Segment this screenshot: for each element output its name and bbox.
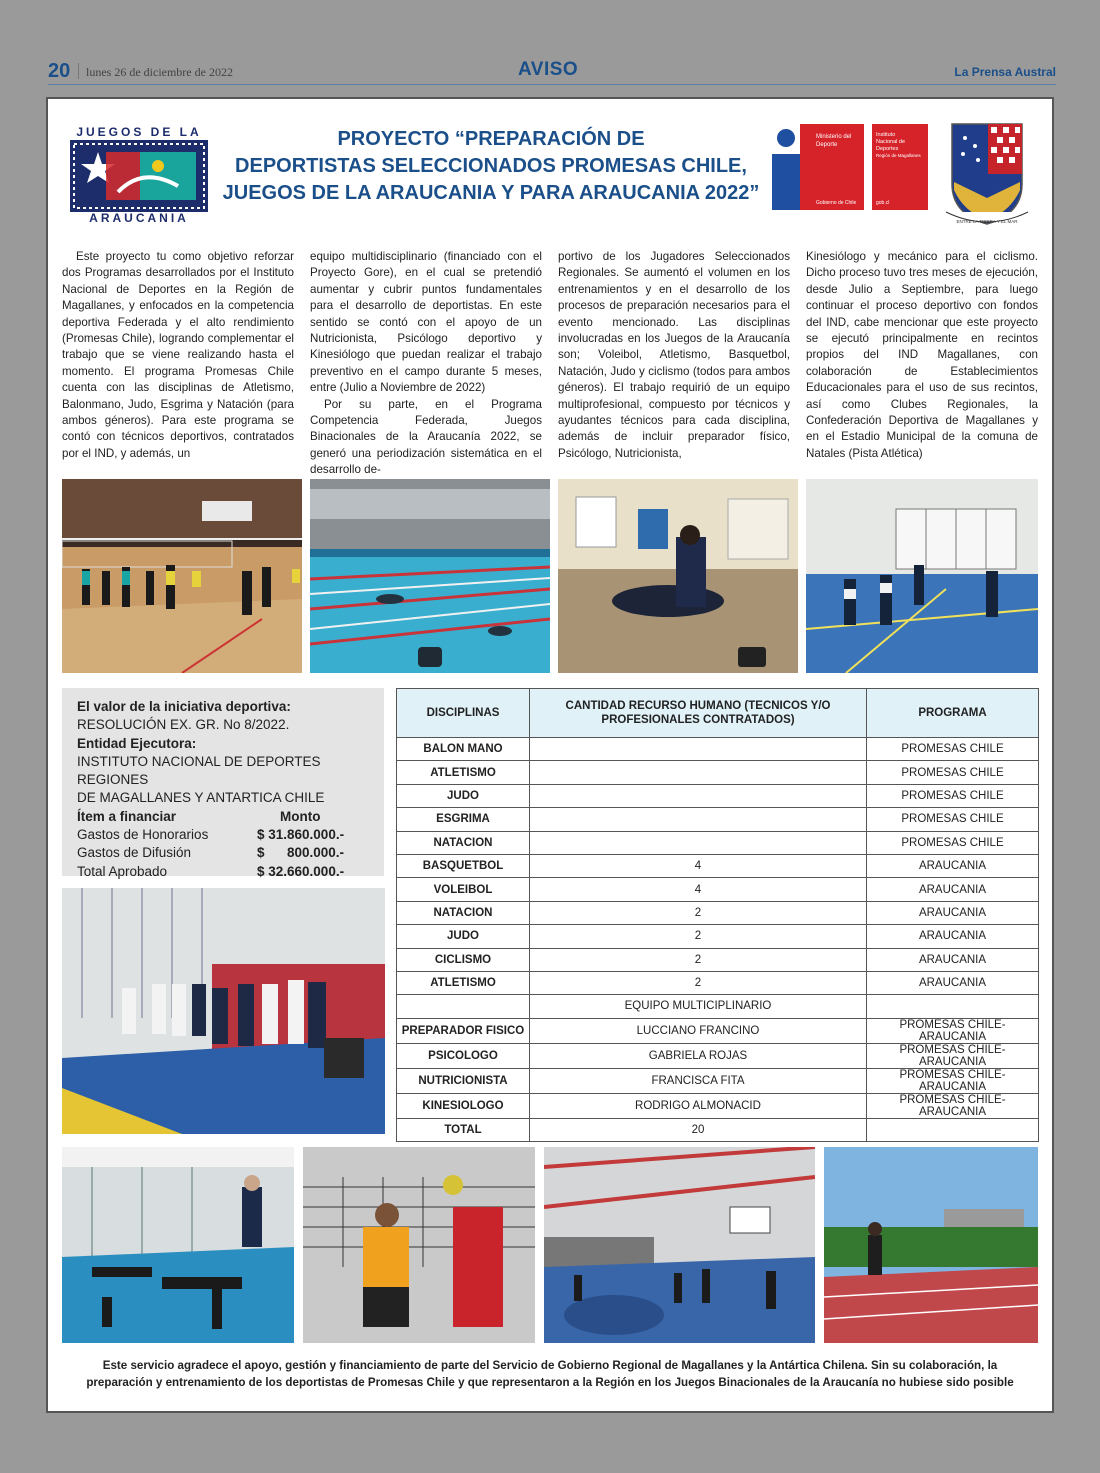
photo-judo-team — [62, 888, 385, 1134]
svg-text:Instituto: Instituto — [876, 132, 896, 138]
svg-text:Nacional de: Nacional de — [876, 139, 906, 145]
page-number: 20 — [48, 60, 71, 82]
funding-info-box — [62, 688, 384, 879]
juegos-araucania-logo — [58, 106, 220, 226]
svg-text:Región de Magallanes: Región de Magallanes — [876, 153, 921, 158]
col-header-programa: PROGRAMA — [867, 689, 1039, 738]
table-row: EQUIPO MULTICIPLINARIO — [397, 995, 1039, 1018]
resolution-text: RESOLUCIÓN EX. GR. No 8/2022. — [77, 717, 290, 733]
svg-text:Gobierno de Chile: Gobierno de Chile — [816, 200, 857, 206]
acknowledgement-footer — [62, 1357, 1038, 1391]
entity-line-2: DE MAGALLANES Y ANTARTICA CHILE — [77, 790, 325, 806]
col-header-disciplinas: DISCIPLINAS — [397, 689, 530, 738]
page-date: lunes 26 de diciembre de 2022 — [86, 65, 233, 79]
table-row: PREPARADOR FISICO LUCCIANO FRANCINO PROMESAS CHILE-ARAUCANIA — [397, 1018, 1039, 1043]
header-separator — [78, 63, 79, 79]
logo-top-text: JUEGOS DE LA — [76, 125, 202, 139]
table-row: NATACION 2 ARAUCANIA — [397, 901, 1039, 924]
text-column-2: equipo multidisciplinario (financiado con el Proyecto Gore), en el cual se pretendió aumentar y cubrir puntos fundamentales para el desarrollo de deportistas. En este sentido se contó con el apoyo de un Nutricionista, Psicólogo deportivo y Kinesiólogo que puedan realizar el trabajo preventivo en el campo durante 5 meses, entre (Julio a Noviembre de 2022) Por su parte, en el Programa Competencia Federada, Juegos Binacionales de la Araucanía 2022, se generó una periodización sistemática en el desarrollo de- — [310, 250, 542, 477]
table-row: ATLETISMO PROMESAS CHILE — [397, 761, 1039, 784]
text-column-4: Kinesiólogo y mecánico para el ciclismo. Dicho proceso tuvo tres meses de ejecución, desde Julio a Septiembre, para luego continuar el proceso deportivo con fondos del IND, cabe mencionar que este proyecto se ejecutó principalmente en recintos propios del IND Magallanes, con colaboración de Establecimientos Educacionales para el uso de sus recintos, así como Clubes Regionales, la Confederación Deportiva de Magallanes y en el Estadio Municipal de la comuna de Natales (Pista Atlética) — [806, 250, 1038, 460]
table-row: JUDO PROMESAS CHILE — [397, 784, 1039, 807]
ministerio-logo — [772, 124, 864, 210]
entity-line-1: INSTITUTO NACIONAL DE DEPORTES REGIONES — [77, 753, 321, 788]
section-title: AVISO — [518, 59, 579, 80]
table-row: KINESIOLOGO RODRIGO ALMONACID PROMESAS CHILE-ARAUCANIA — [397, 1093, 1039, 1118]
text-column-3: portivo de los Jugadores Seleccionados Regionales. Se aumentó el volumen en los entrenamientos y en el desarrollo de los procesos de preparación necesarios para el evento mencionado. Las disciplinas involucradas en los Juegos de la Araucanía son; Voleibol, Atletismo, Basquetbol, Natación, Judo y ciclismo (todos para ambos géneros). El trabajo requirió de un equipo multiprofesional, compuesto por técnicos y ayudantes técnicos para cada disciplina, además de incluir preparador físico, Psicólogo, Nutricionista, — [558, 250, 790, 460]
photo-weight-room — [62, 1147, 294, 1343]
funding-row: Gastos de Difusión $ 800.000.- — [77, 845, 345, 861]
funding-header-row — [77, 808, 377, 826]
newspaper-name: La Prensa Austral — [954, 65, 1056, 79]
photo-gym-training — [806, 479, 1038, 673]
logo-bottom-text: ARAUCANIA — [89, 211, 189, 225]
svg-text:ENTRE LA TIERRA Y EL MAR: ENTRE LA TIERRA Y EL MAR — [956, 219, 1018, 224]
svg-text:Deportes: Deportes — [876, 146, 899, 152]
funding-row: Total Aprobado $ 32.660.000.- — [77, 863, 345, 879]
photo-physiotherapy — [558, 479, 798, 673]
table-row: ESGRIMA PROMESAS CHILE — [397, 808, 1039, 831]
footer-line-2: preparación y entrenamiento de los deportistas de Promesas Chile y que representaron a la Región en los Juegos Binacionales de la Araucanía no hubiese sido posible — [86, 1376, 1014, 1389]
table-row: JUDO 2 ARAUCANIA — [397, 925, 1039, 948]
svg-text:Ministerio del: Ministerio del — [816, 134, 852, 140]
disciplines-table — [396, 688, 1039, 1142]
svg-text:gob.cl: gob.cl — [876, 200, 890, 206]
photo-volleyball-training — [62, 479, 302, 673]
title-line-3: JUEGOS DE LA ARAUCANIA Y PARA ARAUCANIA 2022” — [222, 182, 760, 204]
item-header: Ítem a financiar — [77, 808, 177, 824]
table-total-row: TOTAL 20 — [397, 1118, 1039, 1141]
svg-text:Deporte: Deporte — [816, 142, 838, 148]
value-label: El valor de la iniciativa deportiva: — [77, 699, 291, 714]
col-header-cantidad: CANTIDAD RECURSO HUMANO (TECNICOS Y/O PROFESIONALES CONTRATADOS) — [530, 689, 867, 738]
instituto-logo — [872, 124, 928, 210]
table-row: ATLETISMO 2 ARAUCANIA — [397, 971, 1039, 994]
photo-swimming-pool — [310, 479, 550, 673]
amount-header: Monto — [280, 808, 321, 824]
table-row: VOLEIBOL 4 ARAUCANIA — [397, 878, 1039, 901]
project-title — [222, 126, 760, 207]
title-line-1: PROYECTO “PREPARACIÓN DE — [337, 128, 645, 150]
table-header-row — [397, 689, 1039, 738]
government-logos — [760, 102, 1044, 238]
table-row: NATACION PROMESAS CHILE — [397, 831, 1039, 854]
page-header — [48, 58, 1056, 85]
footer-line-1: Este servicio agradece el apoyo, gestión y financiamiento de parte del Servicio de Gobierno Regional de Magallanes y la Antártica Chilena. Sin su colaboración, la — [102, 1359, 998, 1372]
table-row: CICLISMO 2 ARAUCANIA — [397, 948, 1039, 971]
photo-basketball-court — [544, 1147, 815, 1343]
photo-volleyball-block — [303, 1147, 535, 1343]
funding-row: Gastos de Honorarios $ 31.860.000.- — [77, 827, 345, 843]
table-row: BALON MANO PROMESAS CHILE — [397, 738, 1039, 761]
text-column-1: Este proyecto tu como objetivo reforzar dos Programas desarrollados por el Instituto Nacional de Deportes en la Región de Magallanes, y enfocados en la competencia deportiva Federada y el alto rendimiento (Promesas Chile), logrando complementar el trabajo que se viene realizando hasta el momento. El programa Promesas Chile cuenta con las disciplinas de Atletismo, Balonmano, Judo, Esgrima y Natación (para ambos géneros). Para este programa se contó con técnicos deportivos, contratados por el IND, y además, un — [62, 250, 294, 460]
table-row: NUTRICIONISTA FRANCISCA FITA PROMESAS CHILE-ARAUCANIA — [397, 1068, 1039, 1093]
table-row: BASQUETBOL 4 ARAUCANIA — [397, 854, 1039, 877]
table-row: PSICOLOGO GABRIELA ROJAS PROMESAS CHILE-ARAUCANIA — [397, 1043, 1039, 1068]
photo-athletics-track — [824, 1147, 1038, 1343]
title-line-2: DEPORTISTAS SELECCIONADOS PROMESAS CHILE, — [235, 155, 747, 177]
entity-label: Entidad Ejecutora: — [77, 735, 197, 751]
magallanes-shield — [946, 124, 1028, 224]
